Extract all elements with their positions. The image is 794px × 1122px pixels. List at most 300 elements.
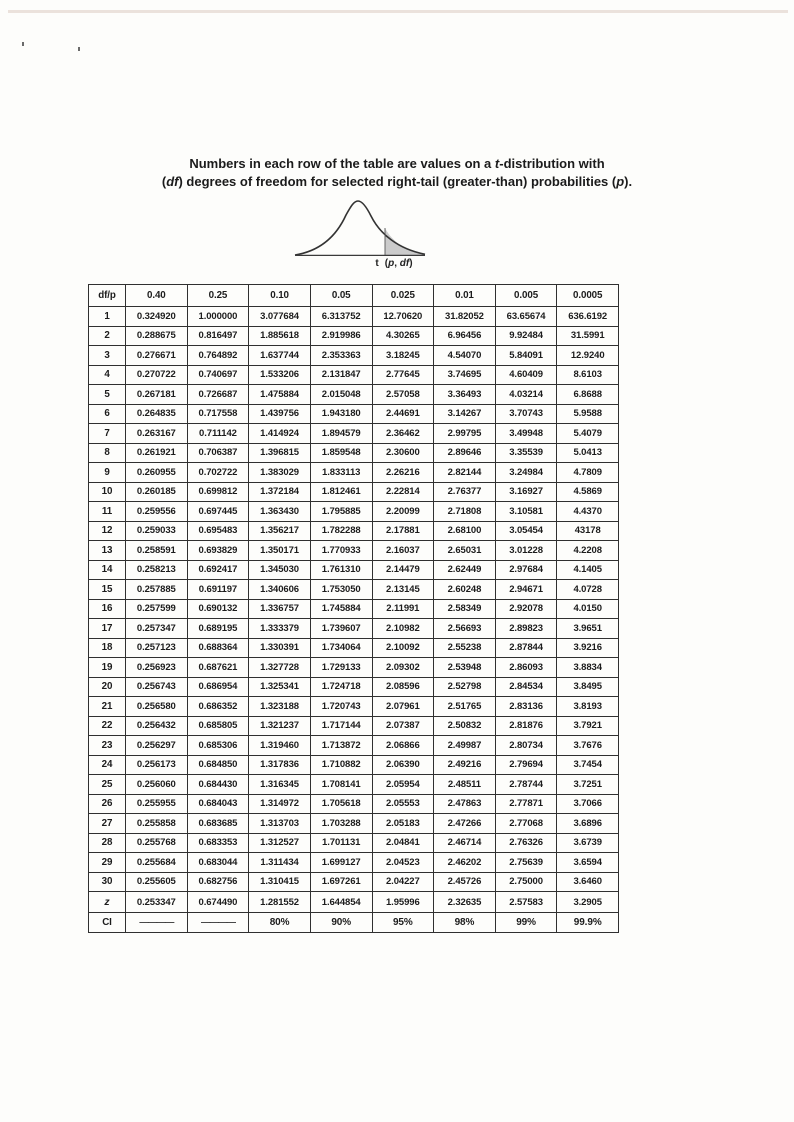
col-header-p-value: 0.005 bbox=[495, 285, 557, 307]
value-cell: 1.319460 bbox=[249, 736, 311, 756]
value-cell: 1.637744 bbox=[249, 346, 311, 366]
value-cell: 3.7921 bbox=[557, 716, 619, 736]
value-cell: 2.55238 bbox=[434, 638, 496, 658]
row-label: 10 bbox=[89, 482, 126, 502]
table-row bbox=[89, 482, 619, 502]
value-cell: 0.263167 bbox=[126, 424, 188, 444]
row-label: 26 bbox=[89, 794, 126, 814]
value-cell: 3.14267 bbox=[434, 404, 496, 424]
value-cell: 0.717558 bbox=[187, 404, 249, 424]
value-cell: 0.702722 bbox=[187, 463, 249, 483]
value-cell: 1.729133 bbox=[310, 658, 372, 678]
value-cell: 1.782288 bbox=[310, 521, 372, 541]
value-cell: 2.86093 bbox=[495, 658, 557, 678]
value-cell: 0.684043 bbox=[187, 794, 249, 814]
value-cell: 5.0413 bbox=[557, 443, 619, 463]
value-cell: 2.82144 bbox=[434, 463, 496, 483]
value-cell: 3.16927 bbox=[495, 482, 557, 502]
table-row bbox=[89, 833, 619, 853]
value-cell: 2.11991 bbox=[372, 599, 434, 619]
value-cell: 0.689195 bbox=[187, 619, 249, 639]
value-cell: 2.49987 bbox=[434, 736, 496, 756]
value-cell: 0.256297 bbox=[126, 736, 188, 756]
value-cell: 1.699127 bbox=[310, 853, 372, 873]
value-cell: 0.257347 bbox=[126, 619, 188, 639]
header-row bbox=[89, 285, 619, 307]
value-cell: 2.14479 bbox=[372, 560, 434, 580]
value-cell: 12.9240 bbox=[557, 346, 619, 366]
value-cell: 6.8688 bbox=[557, 385, 619, 405]
row-label: CI bbox=[89, 913, 126, 933]
value-cell: 1.734064 bbox=[310, 638, 372, 658]
row-label: 14 bbox=[89, 560, 126, 580]
value-cell: 0.697445 bbox=[187, 502, 249, 522]
value-cell: 3.6739 bbox=[557, 833, 619, 853]
col-header-p-value: 0.025 bbox=[372, 285, 434, 307]
value-cell: 1.475884 bbox=[249, 385, 311, 405]
row-label: 9 bbox=[89, 463, 126, 483]
value-cell: 12.70620 bbox=[372, 307, 434, 327]
row-label: 2 bbox=[89, 326, 126, 346]
value-cell: 3.7454 bbox=[557, 755, 619, 775]
row-label: 22 bbox=[89, 716, 126, 736]
value-cell: 0.256743 bbox=[126, 677, 188, 697]
value-cell: 1.327728 bbox=[249, 658, 311, 678]
value-cell: 2.76326 bbox=[495, 833, 557, 853]
value-cell: 1.739607 bbox=[310, 619, 372, 639]
row-label: 19 bbox=[89, 658, 126, 678]
value-cell: ———— bbox=[187, 913, 249, 933]
value-cell: 0.686352 bbox=[187, 697, 249, 717]
row-label: 29 bbox=[89, 853, 126, 873]
value-cell: 0.685306 bbox=[187, 736, 249, 756]
table-row bbox=[89, 404, 619, 424]
value-cell: 3.7251 bbox=[557, 775, 619, 795]
value-cell: 0.685805 bbox=[187, 716, 249, 736]
value-cell: 0.764892 bbox=[187, 346, 249, 366]
value-cell: 1.345030 bbox=[249, 560, 311, 580]
value-cell: 1.720743 bbox=[310, 697, 372, 717]
value-cell: 1.894579 bbox=[310, 424, 372, 444]
row-label: 1 bbox=[89, 307, 126, 327]
table-row bbox=[89, 521, 619, 541]
value-cell: 98% bbox=[434, 913, 496, 933]
curve-axis-label: t (p, df) bbox=[375, 258, 413, 269]
value-cell: 0.740697 bbox=[187, 365, 249, 385]
value-cell: 1.833113 bbox=[310, 463, 372, 483]
value-cell: 2.75000 bbox=[495, 872, 557, 892]
col-header-p-value: 0.05 bbox=[310, 285, 372, 307]
value-cell: 3.10581 bbox=[495, 502, 557, 522]
value-cell: 2.36462 bbox=[372, 424, 434, 444]
value-cell: 1.697261 bbox=[310, 872, 372, 892]
value-cell: 2.50832 bbox=[434, 716, 496, 736]
table-row bbox=[89, 541, 619, 561]
value-cell: 1.321237 bbox=[249, 716, 311, 736]
value-cell: 1.703288 bbox=[310, 814, 372, 834]
value-cell: 2.08596 bbox=[372, 677, 434, 697]
value-cell: 1.325341 bbox=[249, 677, 311, 697]
value-cell: 2.60248 bbox=[434, 580, 496, 600]
value-cell: 4.5869 bbox=[557, 482, 619, 502]
value-cell: 1.363430 bbox=[249, 502, 311, 522]
row-label: 25 bbox=[89, 775, 126, 795]
value-cell: 1.943180 bbox=[310, 404, 372, 424]
value-cell: 0.260955 bbox=[126, 463, 188, 483]
value-cell: 2.75639 bbox=[495, 853, 557, 873]
row-label: 15 bbox=[89, 580, 126, 600]
value-cell: 0.690132 bbox=[187, 599, 249, 619]
value-cell: 2.77645 bbox=[372, 365, 434, 385]
value-cell: 0.695483 bbox=[187, 521, 249, 541]
value-cell: 0.257599 bbox=[126, 599, 188, 619]
value-cell: 0.686954 bbox=[187, 677, 249, 697]
value-cell: 3.35539 bbox=[495, 443, 557, 463]
value-cell: 2.17881 bbox=[372, 521, 434, 541]
scan-speck bbox=[22, 42, 24, 46]
value-cell: 2.919986 bbox=[310, 326, 372, 346]
t-table bbox=[88, 284, 619, 933]
value-cell: 1.317836 bbox=[249, 755, 311, 775]
value-cell: 4.0150 bbox=[557, 599, 619, 619]
value-cell: 8.6103 bbox=[557, 365, 619, 385]
value-cell: 4.1405 bbox=[557, 560, 619, 580]
value-cell: 2.22814 bbox=[372, 482, 434, 502]
value-cell: 2.10982 bbox=[372, 619, 434, 639]
value-cell: 80% bbox=[249, 913, 311, 933]
value-cell: 43178 bbox=[557, 521, 619, 541]
value-cell: 3.01228 bbox=[495, 541, 557, 561]
value-cell: 636.6192 bbox=[557, 307, 619, 327]
value-cell: 2.353363 bbox=[310, 346, 372, 366]
value-cell: 2.71808 bbox=[434, 502, 496, 522]
value-cell: 0.255768 bbox=[126, 833, 188, 853]
value-cell: 1.717144 bbox=[310, 716, 372, 736]
value-cell: 0.267181 bbox=[126, 385, 188, 405]
value-cell: 0.261921 bbox=[126, 443, 188, 463]
value-cell: 0.258213 bbox=[126, 560, 188, 580]
value-cell: 0.259033 bbox=[126, 521, 188, 541]
row-label: 16 bbox=[89, 599, 126, 619]
table-row bbox=[89, 892, 619, 913]
value-cell: 1.340606 bbox=[249, 580, 311, 600]
value-cell: 5.84091 bbox=[495, 346, 557, 366]
value-cell: 2.45726 bbox=[434, 872, 496, 892]
value-cell: 0.683685 bbox=[187, 814, 249, 834]
table-row bbox=[89, 599, 619, 619]
value-cell: 1.316345 bbox=[249, 775, 311, 795]
value-cell: 2.97684 bbox=[495, 560, 557, 580]
value-cell: 2.52798 bbox=[434, 677, 496, 697]
value-cell: 1.000000 bbox=[187, 307, 249, 327]
value-cell: 0.255858 bbox=[126, 814, 188, 834]
value-cell: 3.24984 bbox=[495, 463, 557, 483]
value-cell: 1.710882 bbox=[310, 755, 372, 775]
value-cell: 4.7809 bbox=[557, 463, 619, 483]
value-cell: 1.414924 bbox=[249, 424, 311, 444]
value-cell: 4.0728 bbox=[557, 580, 619, 600]
value-cell: 3.6896 bbox=[557, 814, 619, 834]
value-cell: 0.260185 bbox=[126, 482, 188, 502]
value-cell: 2.76377 bbox=[434, 482, 496, 502]
table-row bbox=[89, 677, 619, 697]
value-cell: 2.99795 bbox=[434, 424, 496, 444]
value-cell: 2.77068 bbox=[495, 814, 557, 834]
row-label: 8 bbox=[89, 443, 126, 463]
value-cell: 0.288675 bbox=[126, 326, 188, 346]
value-cell: 5.4079 bbox=[557, 424, 619, 444]
value-cell: 4.4370 bbox=[557, 502, 619, 522]
value-cell: 31.5991 bbox=[557, 326, 619, 346]
t-distribution-curve bbox=[292, 197, 432, 259]
value-cell: 3.70743 bbox=[495, 404, 557, 424]
value-cell: 1.333379 bbox=[249, 619, 311, 639]
description-line-2: (df) degrees of freedom for selected right-tail (greater-than) probabilities (p). bbox=[161, 173, 633, 189]
value-cell: 0.726687 bbox=[187, 385, 249, 405]
value-cell: 2.78744 bbox=[495, 775, 557, 795]
value-cell: 4.30265 bbox=[372, 326, 434, 346]
value-cell: 2.79694 bbox=[495, 755, 557, 775]
value-cell: 1.314972 bbox=[249, 794, 311, 814]
value-cell: 2.09302 bbox=[372, 658, 434, 678]
value-cell: 2.83136 bbox=[495, 697, 557, 717]
value-cell: 2.015048 bbox=[310, 385, 372, 405]
value-cell: 2.04841 bbox=[372, 833, 434, 853]
value-cell: 0.258591 bbox=[126, 541, 188, 561]
row-label: 20 bbox=[89, 677, 126, 697]
value-cell: 2.131847 bbox=[310, 365, 372, 385]
table-description bbox=[0, 155, 794, 190]
value-cell: 0.264835 bbox=[126, 404, 188, 424]
value-cell: 3.8495 bbox=[557, 677, 619, 697]
value-cell: 0.683044 bbox=[187, 853, 249, 873]
value-cell: 1.95996 bbox=[372, 892, 434, 913]
col-header-p-value: 0.0005 bbox=[557, 285, 619, 307]
value-cell: 2.10092 bbox=[372, 638, 434, 658]
value-cell: 4.03214 bbox=[495, 385, 557, 405]
table-row bbox=[89, 697, 619, 717]
value-cell: 63.65674 bbox=[495, 307, 557, 327]
value-cell: 2.20099 bbox=[372, 502, 434, 522]
shaded-right-tail bbox=[385, 228, 425, 255]
value-cell: 1.795885 bbox=[310, 502, 372, 522]
value-cell: 2.16037 bbox=[372, 541, 434, 561]
value-cell: 0.255955 bbox=[126, 794, 188, 814]
value-cell: 0.324920 bbox=[126, 307, 188, 327]
value-cell: 2.92078 bbox=[495, 599, 557, 619]
value-cell: 3.7066 bbox=[557, 794, 619, 814]
value-cell: 1.313703 bbox=[249, 814, 311, 834]
value-cell: 3.8834 bbox=[557, 658, 619, 678]
value-cell: 3.49948 bbox=[495, 424, 557, 444]
value-cell: 2.84534 bbox=[495, 677, 557, 697]
value-cell: 0.682756 bbox=[187, 872, 249, 892]
value-cell: 5.9588 bbox=[557, 404, 619, 424]
row-label: 17 bbox=[89, 619, 126, 639]
value-cell: 3.74695 bbox=[434, 365, 496, 385]
row-label: 28 bbox=[89, 833, 126, 853]
table-row bbox=[89, 638, 619, 658]
table-row bbox=[89, 853, 619, 873]
value-cell: 1.705618 bbox=[310, 794, 372, 814]
table-row bbox=[89, 814, 619, 834]
value-cell: 2.77871 bbox=[495, 794, 557, 814]
value-cell: 0.256060 bbox=[126, 775, 188, 795]
value-cell: 2.26216 bbox=[372, 463, 434, 483]
col-header-p-value: 0.01 bbox=[434, 285, 496, 307]
value-cell: 2.49216 bbox=[434, 755, 496, 775]
value-cell: 1.724718 bbox=[310, 677, 372, 697]
value-cell: 4.54070 bbox=[434, 346, 496, 366]
value-cell: 1.713872 bbox=[310, 736, 372, 756]
value-cell: 4.60409 bbox=[495, 365, 557, 385]
value-cell: 2.89646 bbox=[434, 443, 496, 463]
value-cell: 1.439756 bbox=[249, 404, 311, 424]
value-cell: 1.312527 bbox=[249, 833, 311, 853]
table-row bbox=[89, 755, 619, 775]
value-cell: 2.47863 bbox=[434, 794, 496, 814]
value-cell: 1.644854 bbox=[310, 892, 372, 913]
row-label: 23 bbox=[89, 736, 126, 756]
value-cell: 0.257885 bbox=[126, 580, 188, 600]
value-cell: 0.256432 bbox=[126, 716, 188, 736]
value-cell: 2.87844 bbox=[495, 638, 557, 658]
value-cell: 2.68100 bbox=[434, 521, 496, 541]
value-cell: 6.313752 bbox=[310, 307, 372, 327]
value-cell: 0.692417 bbox=[187, 560, 249, 580]
value-cell: 1.745884 bbox=[310, 599, 372, 619]
value-cell: 1.330391 bbox=[249, 638, 311, 658]
col-header-p-value: 0.10 bbox=[249, 285, 311, 307]
value-cell: 95% bbox=[372, 913, 434, 933]
table-row bbox=[89, 658, 619, 678]
value-cell: ———— bbox=[126, 913, 188, 933]
bell-curve-path bbox=[295, 201, 425, 255]
scan-speck bbox=[78, 47, 80, 51]
value-cell: 1.356217 bbox=[249, 521, 311, 541]
table-row bbox=[89, 619, 619, 639]
value-cell: 2.44691 bbox=[372, 404, 434, 424]
value-cell: 0.693829 bbox=[187, 541, 249, 561]
value-cell: 0.688364 bbox=[187, 638, 249, 658]
value-cell: 0.691197 bbox=[187, 580, 249, 600]
value-cell: 3.6460 bbox=[557, 872, 619, 892]
value-cell: 0.684850 bbox=[187, 755, 249, 775]
scan-artifact-line bbox=[8, 10, 788, 13]
value-cell: 31.82052 bbox=[434, 307, 496, 327]
value-cell: 0.674490 bbox=[187, 892, 249, 913]
value-cell: 2.46714 bbox=[434, 833, 496, 853]
value-cell: 2.57583 bbox=[495, 892, 557, 913]
table-row bbox=[89, 443, 619, 463]
table-row bbox=[89, 385, 619, 405]
value-cell: 0.816497 bbox=[187, 326, 249, 346]
value-cell: 3.9216 bbox=[557, 638, 619, 658]
col-header-p-value: 0.25 bbox=[187, 285, 249, 307]
value-cell: 2.46202 bbox=[434, 853, 496, 873]
value-cell: 0.253347 bbox=[126, 892, 188, 913]
row-label: 13 bbox=[89, 541, 126, 561]
value-cell: 1.812461 bbox=[310, 482, 372, 502]
table-row bbox=[89, 326, 619, 346]
value-cell: 3.077684 bbox=[249, 307, 311, 327]
value-cell: 0.683353 bbox=[187, 833, 249, 853]
value-cell: 0.259556 bbox=[126, 502, 188, 522]
table-row bbox=[89, 365, 619, 385]
value-cell: 0.256923 bbox=[126, 658, 188, 678]
value-cell: 3.18245 bbox=[372, 346, 434, 366]
value-cell: 2.32635 bbox=[434, 892, 496, 913]
value-cell: 99% bbox=[495, 913, 557, 933]
value-cell: 3.8193 bbox=[557, 697, 619, 717]
value-cell: 2.07961 bbox=[372, 697, 434, 717]
row-label: 18 bbox=[89, 638, 126, 658]
value-cell: 2.56693 bbox=[434, 619, 496, 639]
value-cell: 0.711142 bbox=[187, 424, 249, 444]
value-cell: 3.6594 bbox=[557, 853, 619, 873]
value-cell: 1.533206 bbox=[249, 365, 311, 385]
value-cell: 2.04523 bbox=[372, 853, 434, 873]
value-cell: 4.2208 bbox=[557, 541, 619, 561]
description-line-1: Numbers in each row of the table are values on a t-distribution with bbox=[189, 156, 605, 171]
value-cell: 9.92484 bbox=[495, 326, 557, 346]
row-label: 11 bbox=[89, 502, 126, 522]
value-cell: 2.62449 bbox=[434, 560, 496, 580]
row-label: 27 bbox=[89, 814, 126, 834]
value-cell: 2.65031 bbox=[434, 541, 496, 561]
value-cell: 3.9651 bbox=[557, 619, 619, 639]
value-cell: 1.701131 bbox=[310, 833, 372, 853]
value-cell: 2.04227 bbox=[372, 872, 434, 892]
value-cell: 0.255684 bbox=[126, 853, 188, 873]
table-row bbox=[89, 736, 619, 756]
table-row bbox=[89, 794, 619, 814]
value-cell: 2.53948 bbox=[434, 658, 496, 678]
table-row bbox=[89, 775, 619, 795]
value-cell: 0.270722 bbox=[126, 365, 188, 385]
value-cell: 0.687621 bbox=[187, 658, 249, 678]
row-label: 4 bbox=[89, 365, 126, 385]
value-cell: 90% bbox=[310, 913, 372, 933]
table-row bbox=[89, 502, 619, 522]
row-label: 12 bbox=[89, 521, 126, 541]
corner-header-df-p: df/p bbox=[89, 285, 126, 307]
table-row bbox=[89, 560, 619, 580]
row-label: 7 bbox=[89, 424, 126, 444]
col-header-p-value: 0.40 bbox=[126, 285, 188, 307]
value-cell: 0.255605 bbox=[126, 872, 188, 892]
value-cell: 2.05553 bbox=[372, 794, 434, 814]
table-row bbox=[89, 913, 619, 933]
value-cell: 2.89823 bbox=[495, 619, 557, 639]
value-cell: 1.336757 bbox=[249, 599, 311, 619]
value-cell: 2.05183 bbox=[372, 814, 434, 834]
value-cell: 3.2905 bbox=[557, 892, 619, 913]
table-row bbox=[89, 580, 619, 600]
value-cell: 1.323188 bbox=[249, 697, 311, 717]
value-cell: 0.699812 bbox=[187, 482, 249, 502]
value-cell: 1.885618 bbox=[249, 326, 311, 346]
table-row bbox=[89, 346, 619, 366]
value-cell: 1.761310 bbox=[310, 560, 372, 580]
value-cell: 0.684430 bbox=[187, 775, 249, 795]
value-cell: 2.48511 bbox=[434, 775, 496, 795]
value-cell: 0.256580 bbox=[126, 697, 188, 717]
row-label: 21 bbox=[89, 697, 126, 717]
value-cell: 2.51765 bbox=[434, 697, 496, 717]
value-cell: 2.58349 bbox=[434, 599, 496, 619]
value-cell: 6.96456 bbox=[434, 326, 496, 346]
